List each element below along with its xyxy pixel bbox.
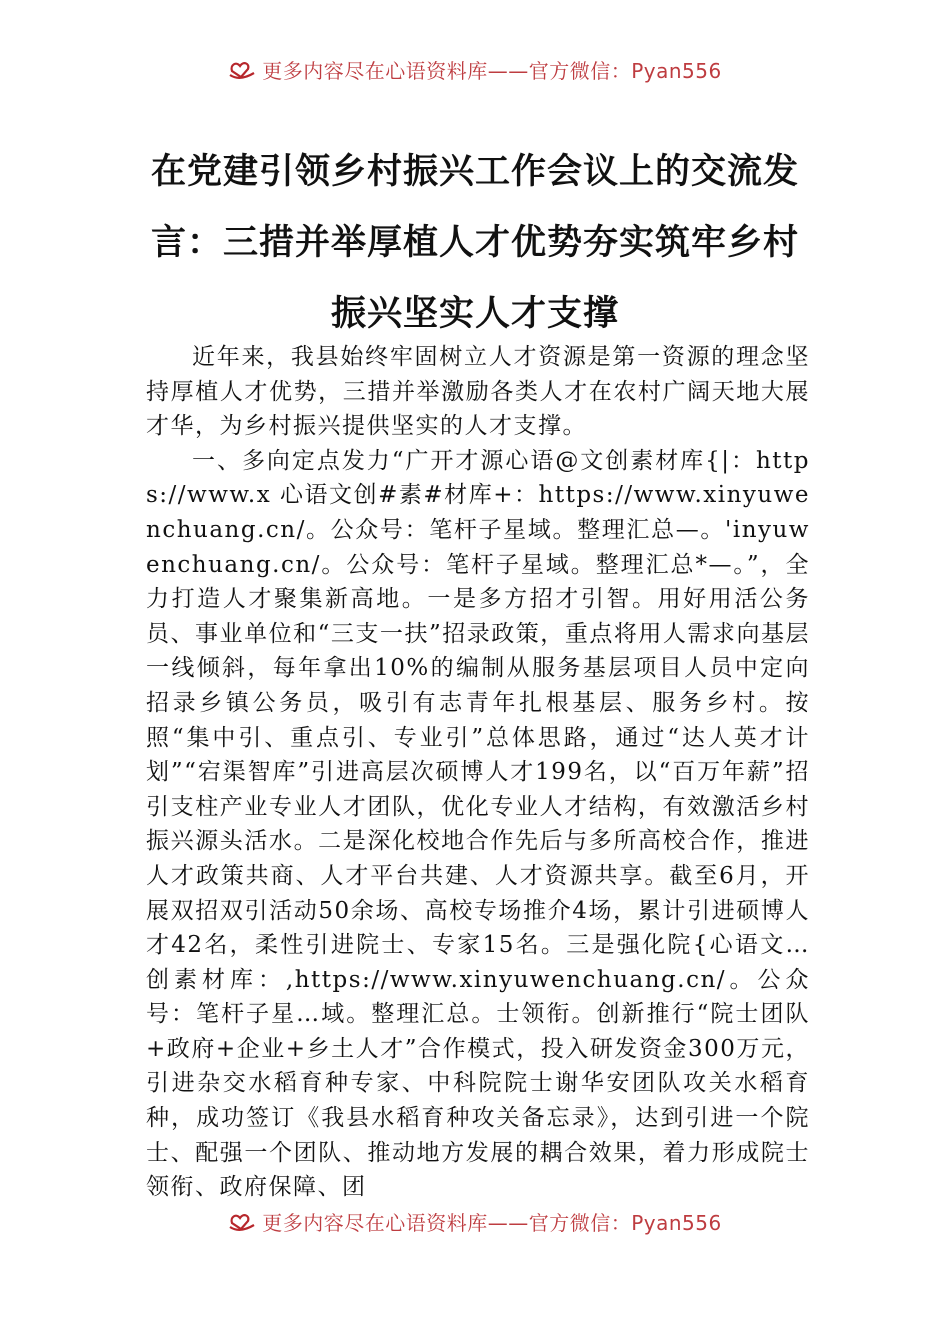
document-body (146, 340, 810, 1205)
title-line: 在党建引领乡村振兴工作会议上的交流发 (150, 151, 799, 192)
watermark-text: 更多内容尽在心语资料库——官方微信：Pyan556 (262, 1210, 722, 1235)
paragraph-section-1: 一、多向定点发力“广开才源心语@文创素材库{|：https://www.x 心语文创#素#材库+：https://www.xinyuwenchuang.cn/。公众号：笔杆子星域。整理汇总—。'inyuwenchuang.cn/。公众号：笔杆子星域。整理汇总*—。”，全力打造人才聚集新高地。一是多方招才引智。用好用活公务员、事业单位和“三支一扶”招录政策，重点将用人需求向基层一线倾斜，每年拿出10%的编制从服务基层项目人员中定向招录乡镇公务员，吸引有志青年扎根基层、服务乡村。按照“集中引、重点引、专业引”总体思路，通过“达人英才计划”“宕渠智库”引进高层次硕博人才199名，以“百万年薪”招引支柱产业专业人才团队，优化专业人才结构，有效激活乡村振兴源头活水。二是深化校地合作先后与多所高校合作，推进人才政策共商、人才平台共建、人才资源共享。截至6月，开展双招双引活动50余场、高校专场推介4场，累计引进硕博人才42名，柔性引进院士、专家15名。三是强化院{心语文…创素材库：,https://www.xinyuwenchuang.cn/。公众号：笔杆子星…域。整理汇总。士领衔。创新推行“院士团队+政府+企业+乡土人才”合作模式，投入研发资金300万元，引进杂交水稻育种专家、中科院院士谢华安团队攻关水稻育种，成功签订《我县水稻育种攻关备忘录》，达到引进一个院士、配强一个团队、推动地方发展的耦合效果，着力形成院士领衔、政府保障、团 (146, 447, 810, 1201)
watermark-header (0, 54, 950, 84)
heart-hand-logo-icon (228, 57, 256, 81)
watermark-footer (0, 1206, 950, 1236)
paragraph-intro: 近年来，我县始终牢固树立人才资源是第一资源的理念坚持厚植人才优势，三措并举激励各类人才在农村广阔天地大展才华，为乡村振兴提供坚实的人才支撑。 (146, 344, 810, 440)
title-line: 振兴坚实人才支撑 (330, 293, 619, 334)
document-title (120, 136, 830, 349)
heart-hand-logo-icon (228, 1209, 256, 1233)
watermark-text: 更多内容尽在心语资料库——官方微信：Pyan556 (262, 58, 722, 83)
title-line: 言：三措并举厚植人才优势夯实筑牢乡村 (150, 222, 799, 263)
